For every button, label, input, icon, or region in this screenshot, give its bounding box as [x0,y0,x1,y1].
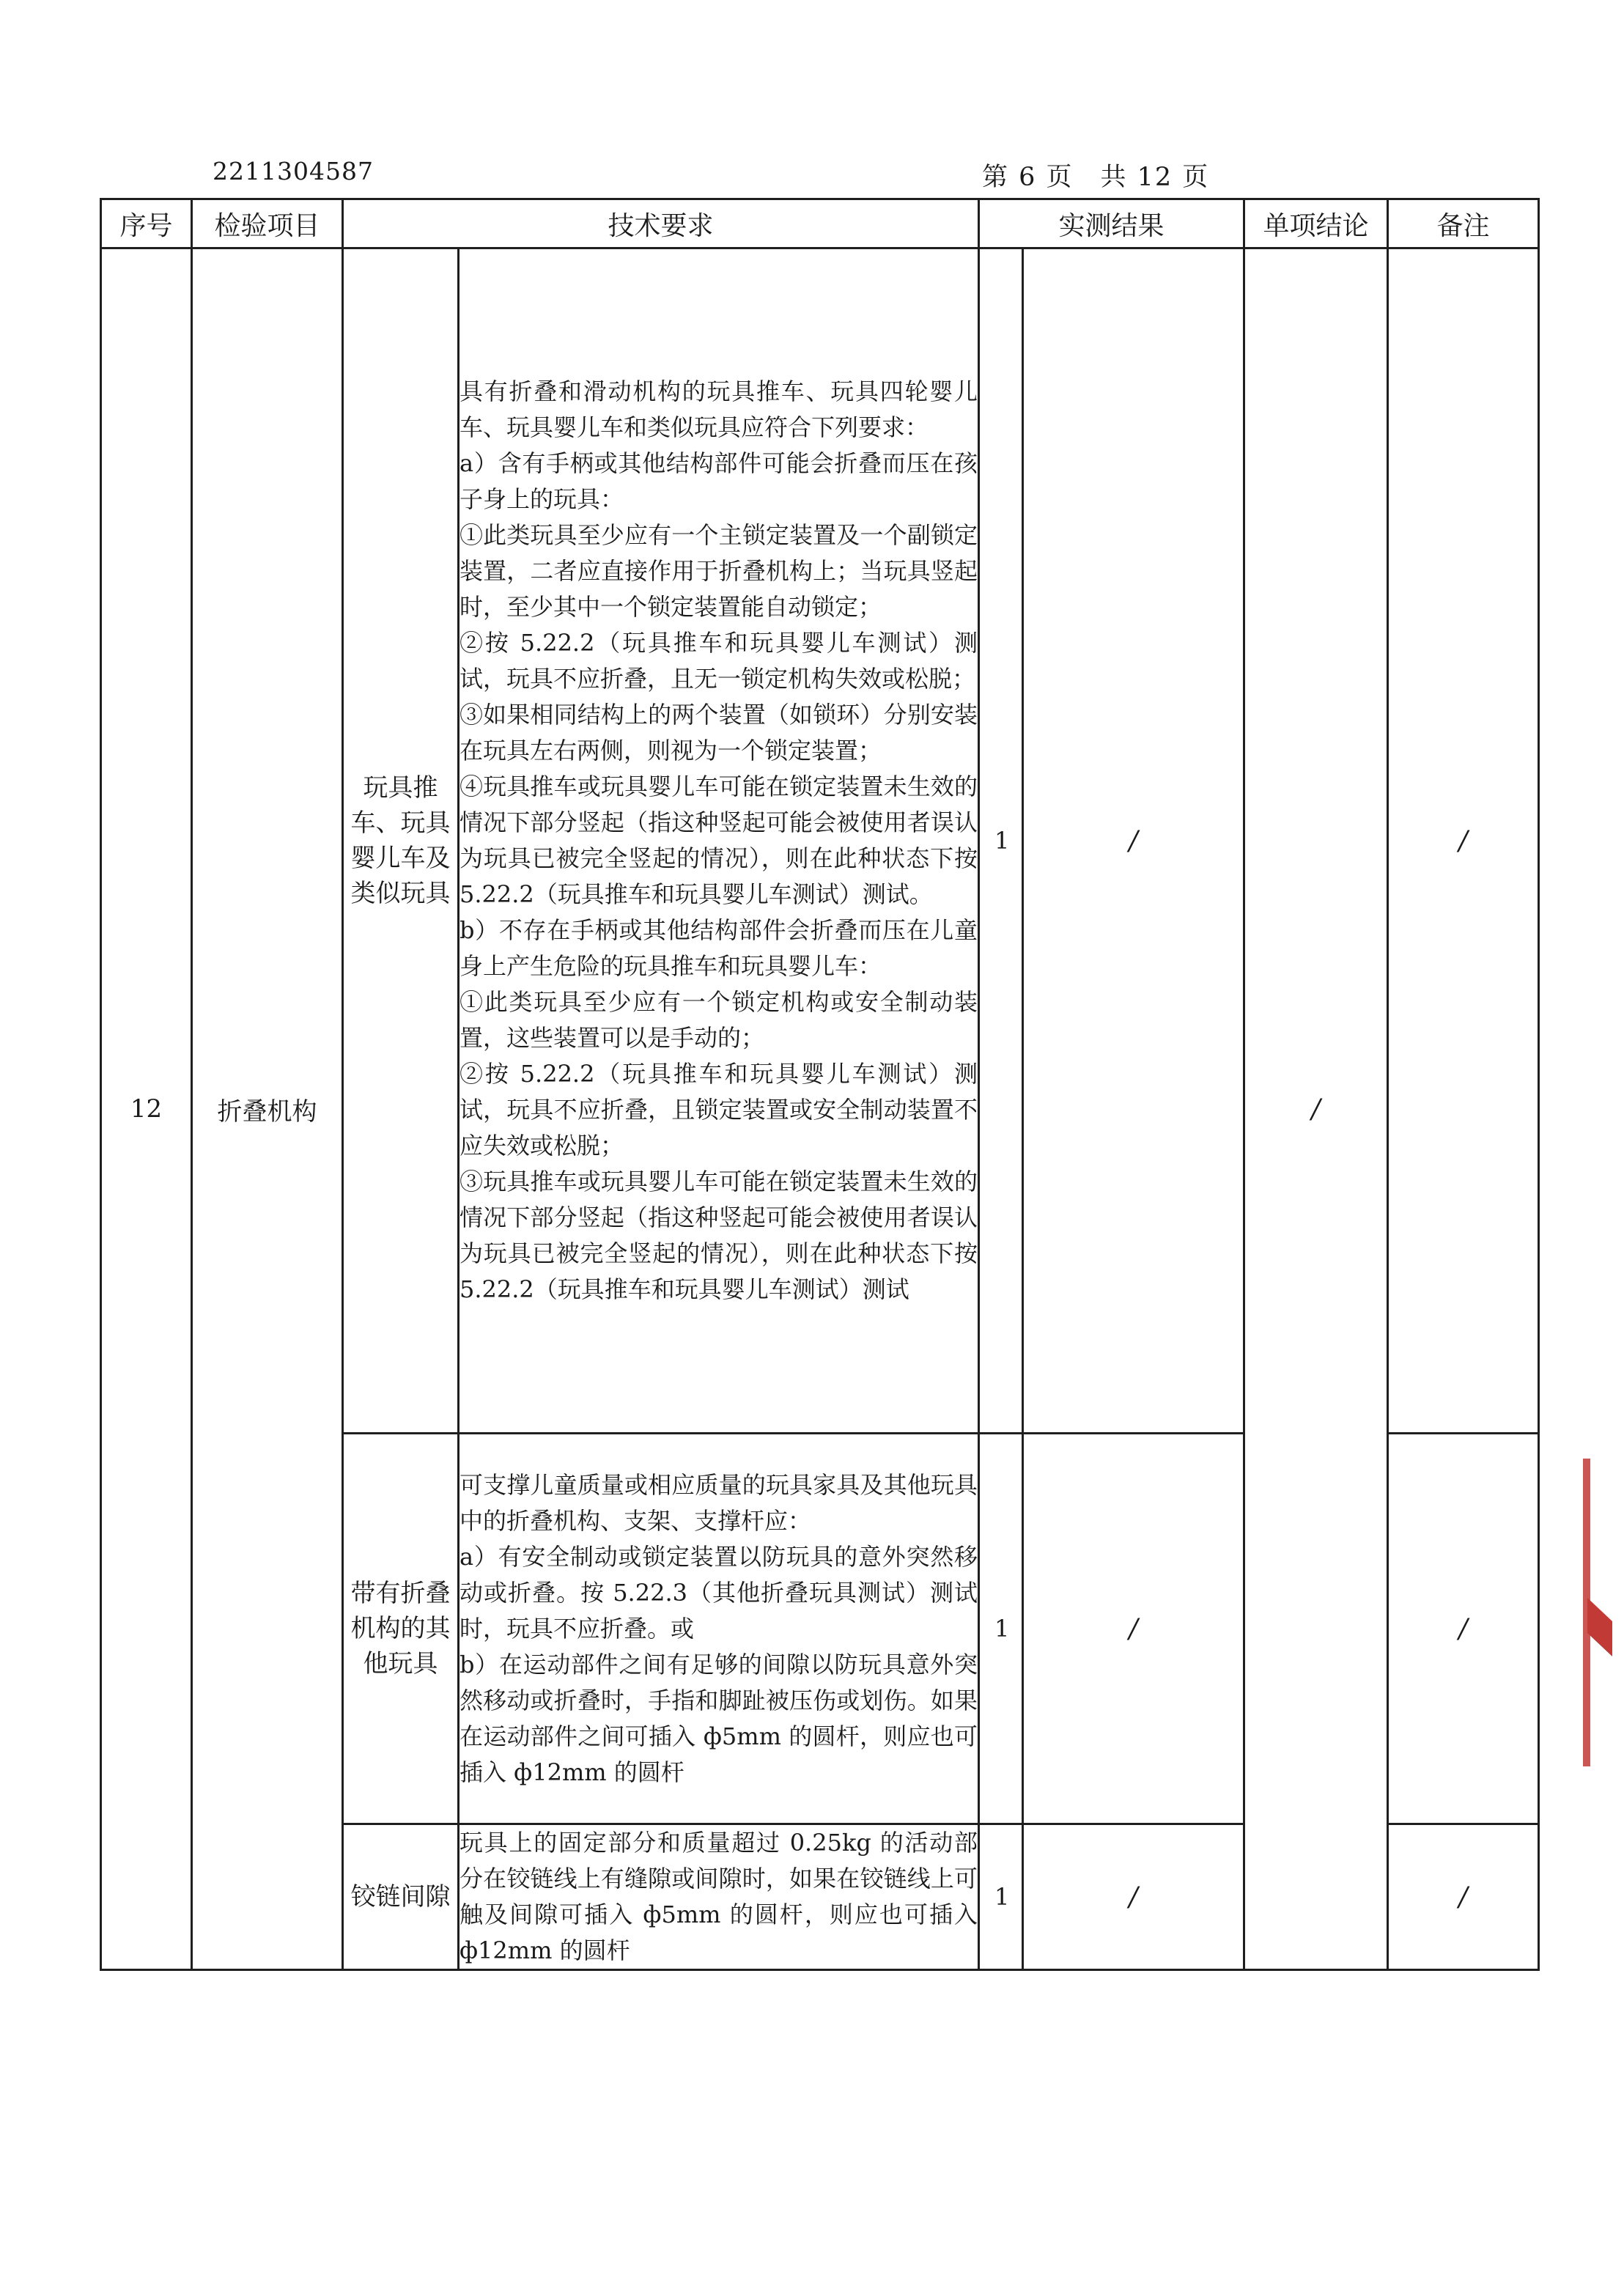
requirement-line: ②按 5.22.2（玩具推车和玩具婴儿车测试）测试，玩具不应折叠，且无一锁定机构失效或松脱； [459,629,978,693]
seq-cell: 12 [101,248,192,1970]
requirement-line: 具有折叠和滑动机构的玩具推车、玩具四轮婴儿车、玩具婴儿车和类似玩具应符合下列要求： [459,377,978,441]
requirement-line: ②按 5.22.2（玩具推车和玩具婴儿车测试）测试，玩具不应折叠，且锁定装置或安全制动装置不应失效或松脱； [459,1060,978,1160]
header-conclusion: 单项结论 [1244,199,1388,248]
count-cell: 1 [979,1434,1023,1824]
requirement-line: b）在运动部件之间有足够的间隙以防玩具意外突然移动或折叠时，手指和脚趾被压伤或划伤。如果在运动部件之间可插入 ф5mm 的圆杆，则应也可插入 ф12mm 的圆杆 [459,1650,978,1786]
report-number: 2211304587 [213,157,374,185]
requirement-cell [459,1824,979,1970]
count-cell: 1 [979,248,1023,1434]
remark-cell: / [1388,248,1539,1434]
conclusion-cell: / [1244,248,1388,1970]
header-result: 实测结果 [979,199,1244,248]
subitem-name: 带有折叠机构的其他玩具 [343,1434,459,1824]
requirement-line: ④玩具推车或玩具婴儿车可能在锁定装置未生效的情况下部分竖起（指这种竖起可能会被使用者误认为玩具已被完全竖起的情况），则在此种状态下按 5.22.2（玩具推车和玩具婴儿车测试）测试。 [459,773,978,908]
requirement-line: b）不存在手柄或其他结构部件会折叠而压在儿童身上产生危险的玩具推车和玩具婴儿车： [459,916,978,980]
header-requirement: 技术要求 [343,199,979,248]
requirement-line: a）含有手柄或其他结构部件可能会折叠而压在孩子身上的玩具： [459,449,978,513]
header-remark: 备注 [1388,199,1539,248]
result-cell: / [1023,1434,1244,1824]
subitem-name: 玩具推车、玩具婴儿车及类似玩具 [343,248,459,1434]
count-cell: 1 [979,1824,1023,1970]
requirement-line: ①此类玩具至少应有一个锁定机构或安全制动装置，这些装置可以是手动的； [459,988,978,1052]
requirement-cell [459,248,979,1434]
result-cell: / [1023,248,1244,1434]
table-header-row [101,199,1539,248]
table-row [101,248,1539,1434]
requirement-line: 玩具上的固定部分和质量超过 0.25kg 的活动部分在铰链线上有缝隙或间隙时，如果在铰链线上可触及间隙可插入 ф5mm 的圆杆，则应也可插入 ф12mm 的圆杆 [459,1829,978,1964]
header-seq: 序号 [101,199,192,248]
remark-cell: / [1388,1824,1539,1970]
requirement-line: ③玩具推车或玩具婴儿车可能在锁定装置未生效的情况下部分竖起（指这种竖起可能会被使用者误认为玩具已被完全竖起的情况），则在此种状态下按 5.22.2（玩具推车和玩具婴儿车测试）测试 [459,1168,978,1303]
requirement-cell [459,1434,979,1824]
requirement-line: a）有安全制动或锁定装置以防玩具的意外突然移动或折叠。按 5.22.3（其他折叠玩具测试）测试时，玩具不应折叠。或 [459,1542,978,1643]
header-item: 检验项目 [192,199,343,248]
requirement-line: 可支撑儿童质量或相应质量的玩具家具及其他玩具中的折叠机构、支架、支撑杆应： [459,1470,978,1535]
result-cell: / [1023,1824,1244,1970]
remark-cell: / [1388,1434,1539,1824]
subitem-name: 铰链间隙 [343,1824,459,1970]
page-indicator: 第 6 页 共 12 页 [982,163,1210,192]
inspection-table [100,198,1540,1971]
requirement-line: ①此类玩具至少应有一个主锁定装置及一个副锁定装置，二者应直接作用于折叠机构上；当玩具竖起时，至少其中一个锁定装置能自动锁定； [459,521,978,621]
requirement-line: ③如果相同结构上的两个装置（如锁环）分别安装在玩具左右两侧，则视为一个锁定装置； [459,701,978,764]
item-cell: 折叠机构 [192,248,343,1970]
